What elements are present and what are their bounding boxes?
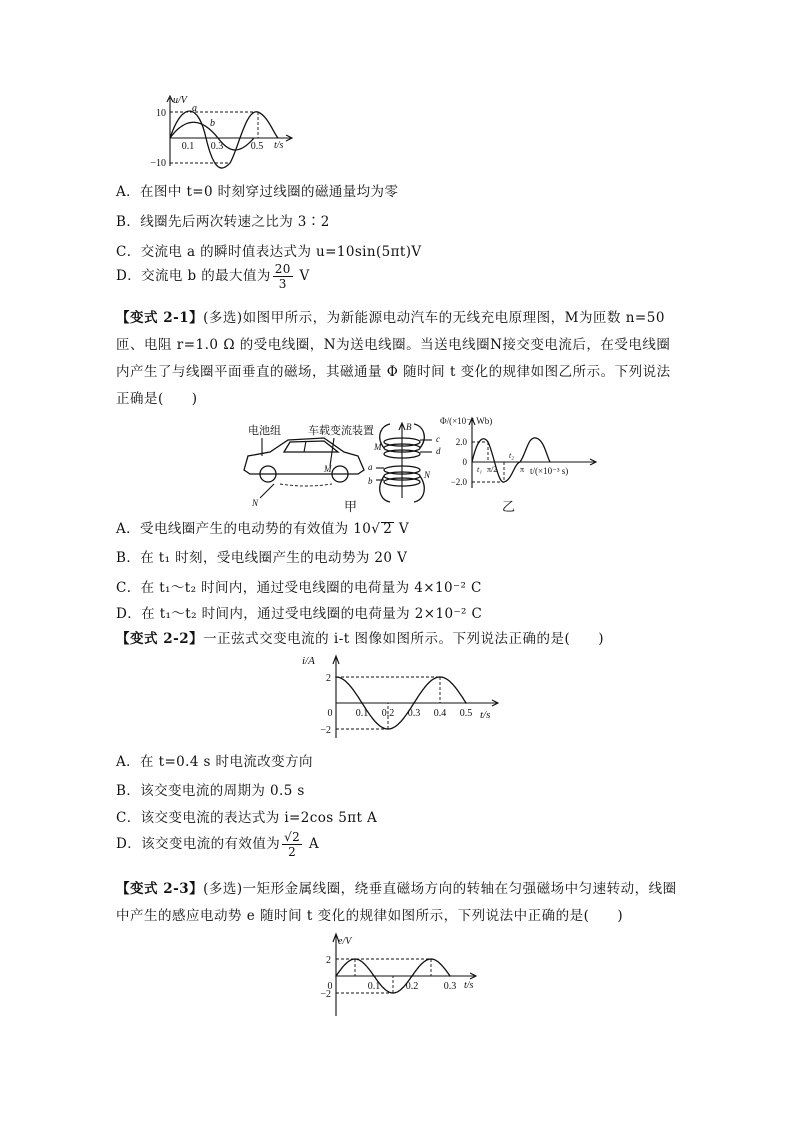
it-ytick-1: −2 xyxy=(320,725,331,736)
it-ylabel: i/A xyxy=(302,655,315,667)
et-xtick-0.1: 0.1 xyxy=(367,981,381,992)
fig1-ylabel: u/V xyxy=(173,95,187,106)
q1-option-d xyxy=(116,262,310,291)
fig1-curve-a xyxy=(170,111,278,168)
fig1-tick-0.1: 0.1 xyxy=(181,141,195,152)
jia-label-c: c xyxy=(436,434,440,444)
fig1-label-b: b xyxy=(210,118,215,129)
yi-tick-pi2: π/2 xyxy=(487,465,498,474)
q2-option-c: C．在 t₁～t₂ 时间内，通过受电线圈的电荷量为 4×10⁻² C xyxy=(116,580,482,596)
yi-tick-t1: t₁ xyxy=(477,465,483,474)
jia-label-B: B xyxy=(406,422,412,432)
it-xtick-0.3: 0.3 xyxy=(407,708,421,719)
et-xtick-0: 0 xyxy=(327,981,333,992)
q3-option-b: B．该交变电流的周期为 0.5 s xyxy=(116,783,305,799)
q2-stem xyxy=(116,305,682,413)
q4-text: (多选)一矩形金属线圈，绕垂直磁场方向的转轴在匀强磁场中匀速转动，线圈中产生的感应电动势 e 随时间 t 变化的规律如图所示，下列说法中正确的是( ) xyxy=(116,881,677,924)
jia-label-d: d xyxy=(436,446,441,456)
et-point-6 xyxy=(449,975,451,977)
et-xlabel: t/s xyxy=(464,980,474,991)
q2-text: (多选)如图甲所示，为新能源电动汽车的无线充电原理图，M为匝数 n=50 匝、电阻 r=1.0 Ω 的受电线圈，N为送电线圈。当送电线圈N接交变电流后，在受电线圈内产生了与线圈平面垂直的磁场，其磁通量 Φ 随时间 t 变化的规律如图乙所示。下列说法正确是( ) xyxy=(116,310,671,407)
q3-option-d-prefix: D．该交变电流的有效值为 xyxy=(116,836,281,852)
q2-option-a xyxy=(116,517,409,537)
jia-label-N: N xyxy=(424,470,431,480)
it-xtick-0.4: 0.4 xyxy=(433,708,447,719)
yi-xlabel: t/(×10⁻³ s) xyxy=(530,466,569,476)
fig1-xlabel: t/s xyxy=(274,140,284,151)
it-ytick-0: 2 xyxy=(326,673,331,684)
it-point-3 xyxy=(413,702,415,704)
et-xtick-0.3: 0.3 xyxy=(443,981,457,992)
figure-i-t xyxy=(300,652,510,742)
q3-option-d-num: √2 xyxy=(284,830,301,844)
q1-option-d-num: 20 xyxy=(274,262,291,276)
it-xtick-0.1: 0.1 xyxy=(355,708,369,719)
q2-tag: 【变式 2-1】 xyxy=(116,310,204,326)
q4-stem xyxy=(116,876,682,930)
it-point-1 xyxy=(361,702,363,704)
q1-option-b: B．线圈先后两次转速之比为 3∶2 xyxy=(116,214,330,230)
q1-option-d-prefix: D．交流电 b 的最大值为 xyxy=(116,268,271,284)
fig1-tick-0.5: 0.5 xyxy=(250,141,264,152)
q2-option-a-sqrt-value: 2 xyxy=(383,521,393,537)
fig1-label-a: a xyxy=(192,103,197,114)
yi-caption: 乙 xyxy=(502,500,516,515)
yi-ylabel: Φ/(×10⁻⁴ Wb) xyxy=(440,416,493,426)
q2-option-a-unit: V xyxy=(394,521,410,537)
q2-option-a-prefix: A．受电线圈产生的电动势的有效值为 10 xyxy=(116,521,372,537)
et-ytick-1: −2 xyxy=(320,989,331,1000)
et-point-2 xyxy=(373,975,375,977)
jia-converter-label: 车载变流装置 xyxy=(308,425,374,437)
jia-label-b: b xyxy=(368,476,373,486)
q1-option-d-unit: V xyxy=(299,268,310,284)
figure-u-t xyxy=(150,92,310,172)
et-ytick-0: 2 xyxy=(326,955,331,966)
q3-tag: 【变式 2-2】 xyxy=(116,631,204,647)
jia-label-M-car: M xyxy=(324,464,332,474)
yi-tick-0: 0 xyxy=(462,457,467,467)
it-point-5 xyxy=(465,702,467,704)
jia-label-N-car: N xyxy=(252,498,259,508)
it-xlabel: t/s xyxy=(480,709,491,721)
fig1-tick-10: 10 xyxy=(156,108,166,119)
yi-tick-t2: t₂ xyxy=(509,451,515,460)
fig1-tick-neg10: −10 xyxy=(150,158,166,169)
q2-option-a-sqrt: √ 2 xyxy=(371,521,393,537)
q3-option-c: C．该交变电流的表达式为 i=2cos 5πt A xyxy=(116,810,378,826)
q1-option-d-fraction xyxy=(273,262,293,291)
q2-option-d: D．在 t₁～t₂ 时间内，通过受电线圈的电荷量为 2×10⁻² C xyxy=(116,606,483,622)
q1-option-d-den: 3 xyxy=(278,277,287,291)
q3-option-d-fraction xyxy=(282,830,302,859)
yi-tick-neg2: −2.0 xyxy=(450,477,467,487)
q2-option-b: B．在 t₁ 时刻，受电线圈产生的电动势为 20 V xyxy=(116,550,408,566)
q1-option-c: C．交流电 a 的瞬时值表达式为 u=10sin(5πt)V xyxy=(116,244,422,260)
figure-e-t xyxy=(300,930,500,1020)
figure-yi xyxy=(440,414,600,494)
jia-battery-label: 电池组 xyxy=(248,425,281,437)
q3-text: 一正弦式交变电流的 i-t 图像如图所示。下列说法正确的是( ) xyxy=(203,631,605,647)
yi-tick-pi: π xyxy=(520,465,525,474)
it-xtick-0.2: 0.2 xyxy=(381,708,395,719)
q3-stem xyxy=(116,626,682,653)
et-point-4 xyxy=(411,975,413,977)
et-xtick-0.2: 0.2 xyxy=(405,981,419,992)
et-point-0 xyxy=(335,975,337,977)
q1-option-a: A．在图中 t=0 时刻穿过线圈的磁通量均为零 xyxy=(116,184,399,200)
jia-label-a: a xyxy=(368,462,373,472)
q3-option-d xyxy=(116,830,319,859)
q3-option-d-den: 2 xyxy=(288,845,297,859)
jia-label-M: M xyxy=(374,442,382,452)
fig1-tick-0.3: 0.3 xyxy=(210,141,224,152)
it-xtick-0.5: 0.5 xyxy=(459,708,473,719)
q3-option-a: A．在 t=0.4 s 时电流改变方向 xyxy=(116,754,313,770)
jia-caption: 甲 xyxy=(344,500,358,515)
et-ylabel: e/V xyxy=(338,936,352,947)
q4-tag: 【变式 2-3】 xyxy=(116,881,204,897)
it-xtick-0: 0 xyxy=(327,708,333,719)
q3-option-d-unit: A xyxy=(308,836,320,852)
yi-tick-2: 2.0 xyxy=(455,437,467,447)
